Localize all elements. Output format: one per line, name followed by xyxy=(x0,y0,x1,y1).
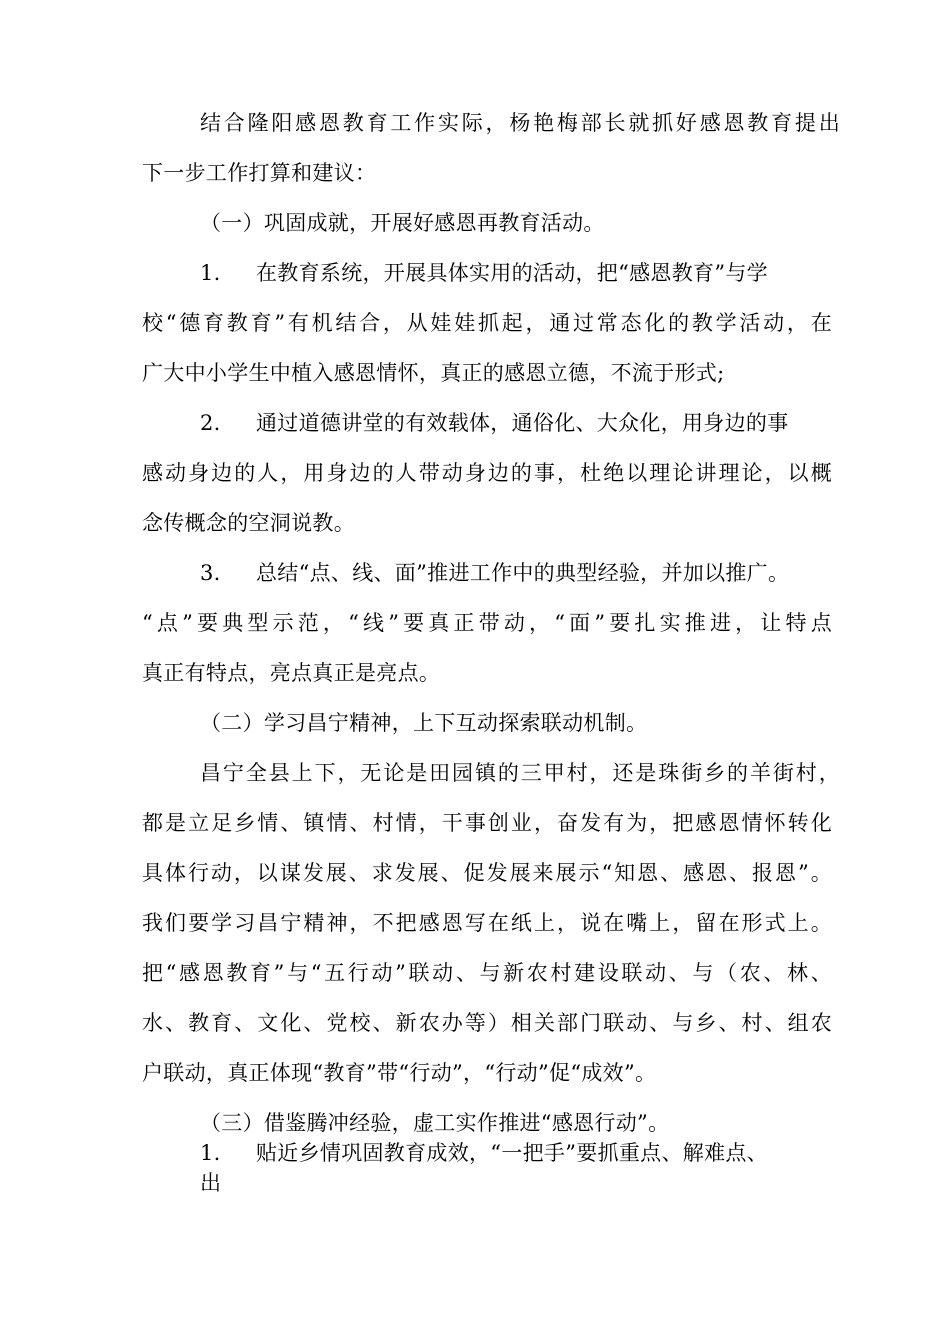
paragraph-line: 我们要学习昌宁精神，不把感恩写在纸上，说在嘴上，留在形式上。 xyxy=(142,911,832,935)
section-heading: （二）学习昌宁精神，上下互动探索联动机制。 xyxy=(200,711,648,735)
paragraph-line: 校“德育教育”有机结合，从娃娃抓起，通过常态化的教学活动，在 xyxy=(142,311,832,335)
list-number: 1. xyxy=(200,261,221,285)
paragraph-line: 水、教育、文化、党校、新农办等）相关部门联动、与乡、村、组农 xyxy=(142,1011,832,1035)
paragraph-line: 感动身边的人，用身边的人带动身边的事，杜绝以理论讲理论，以概 xyxy=(142,461,832,485)
list-number: 3. xyxy=(200,561,221,585)
paragraph-line: 广大中小学生中植入感恩情怀，真正的感恩立德，不流于形式; xyxy=(142,361,725,385)
list-item-text: 总结“点、线、面”推进工作中的典型经验，并加以推广。 xyxy=(256,561,790,585)
list-item-text: 贴近乡情巩固教育成效，“一把手”要抓重点、解难点、 xyxy=(256,1141,768,1165)
list-item-text: 通过道德讲堂的有效载体，通俗化、大众化，用身边的事 xyxy=(256,411,789,435)
paragraph-line: 户联动，真正体现“教育”带“行动”，“行动”促“成效”。 xyxy=(142,1061,657,1085)
paragraph-line: 把“感恩教育”与“五行动”联动、与新农村建设联动、与（农、林、 xyxy=(142,961,832,985)
list-number: 2. xyxy=(200,411,221,435)
paragraph-line: 出 xyxy=(200,1171,222,1195)
list-item-line xyxy=(200,253,840,293)
section-heading: （三）借鉴腾冲经验，虚工实作推进“感恩行动”。 xyxy=(200,1111,670,1135)
paragraph-line: 结合隆阳感恩教育工作实际，杨艳梅部长就抓好感恩教育提出 xyxy=(200,111,840,135)
paragraph-line: 真正有特点，亮点真正是亮点。 xyxy=(142,661,441,685)
paragraph-line: 都是立足乡情、镇情、村情，干事创业，奋发有为，把感恩情怀转化 xyxy=(142,811,832,835)
list-item-line xyxy=(200,403,840,443)
list-item-line xyxy=(200,553,840,593)
paragraph-line: 具体行动，以谋发展、求发展、促发展来展示“知恩、感恩、报恩”。 xyxy=(142,861,832,885)
paragraph-line: 下一步工作打算和建议： xyxy=(142,161,377,185)
paragraph-line: 昌宁全县上下，无论是田园镇的三甲村，还是珠街乡的羊街村， xyxy=(200,761,840,785)
paragraph-line: 念传概念的空洞说教。 xyxy=(142,511,355,535)
paragraph-line: “点”要典型示范，“线”要真正带动，“面”要扎实推进，让特点 xyxy=(142,611,832,635)
section-heading: （一）巩固成就，开展好感恩再教育活动。 xyxy=(200,211,605,235)
list-item-text: 在教育系统，开展具体实用的活动，把“感恩教育”与学 xyxy=(256,261,768,285)
list-number: 1. xyxy=(200,1141,221,1165)
